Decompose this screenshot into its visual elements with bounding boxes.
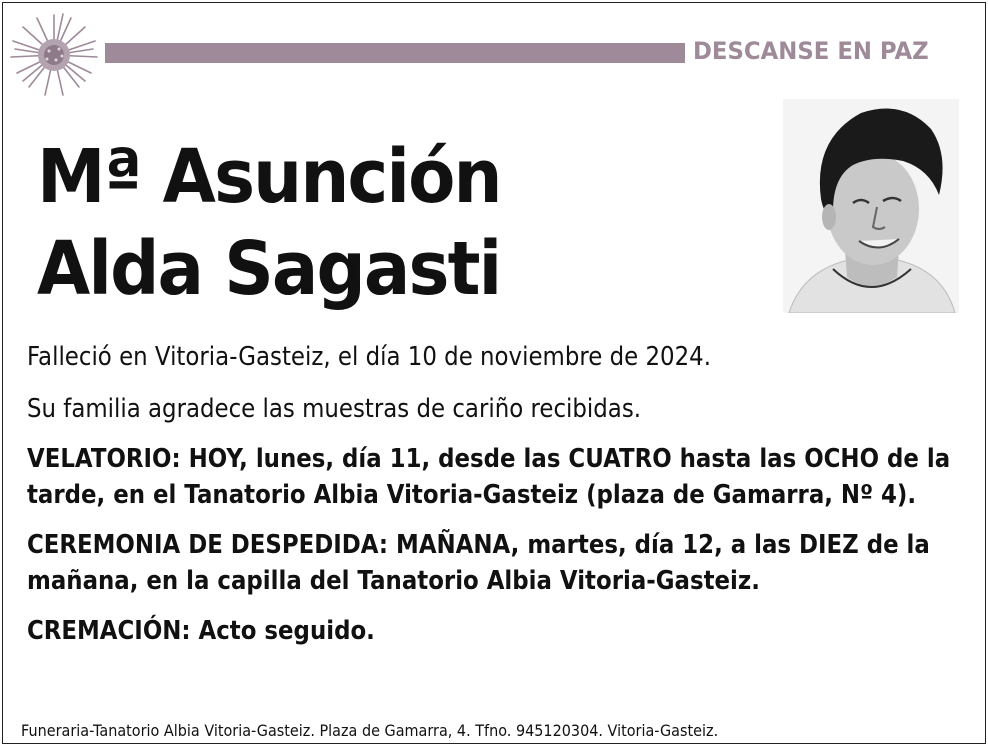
portrait-photo: [783, 99, 959, 313]
header-bar: [105, 43, 685, 63]
header-heading: DESCANSE EN PAZ: [693, 37, 929, 65]
deceased-name: [37, 131, 501, 315]
obituary-notice: [2, 2, 986, 744]
name-line-2: Alda Sagasti: [37, 226, 501, 312]
death-notice-text: Falleció en Vitoria-Gasteiz, el día 10 de noviembre de 2024.: [27, 342, 711, 372]
thistle-flower-icon: [9, 11, 99, 97]
velatorio-text: VELATORIO: HOY, lunes, día 11, desde las CUATRO hasta las OCHO de la tarde, en el Tanatorio Albia Vitoria-Gasteiz (plaza de Gamarra, Nº 4).: [27, 444, 951, 510]
notice-body: [27, 339, 951, 663]
funeral-home-footer: Funeraria-Tanatorio Albia Vitoria-Gasteiz. Plaza de Gamarra, 4. Tfno. 945120304. Vitoria-Gasteiz.: [21, 721, 719, 740]
thanks-text: Su familia agradece las muestras de cariño recibidas.: [27, 394, 642, 424]
name-line-1: Mª Asunción: [37, 134, 501, 220]
ceremonia-text: CEREMONIA DE DESPEDIDA: MAÑANA, martes, día 12, a las DIEZ de la mañana, en la capilla del Tanatorio Albia Vitoria-Gasteiz.: [27, 530, 930, 596]
cremacion-text: CREMACIÓN: Acto seguido.: [27, 616, 375, 646]
